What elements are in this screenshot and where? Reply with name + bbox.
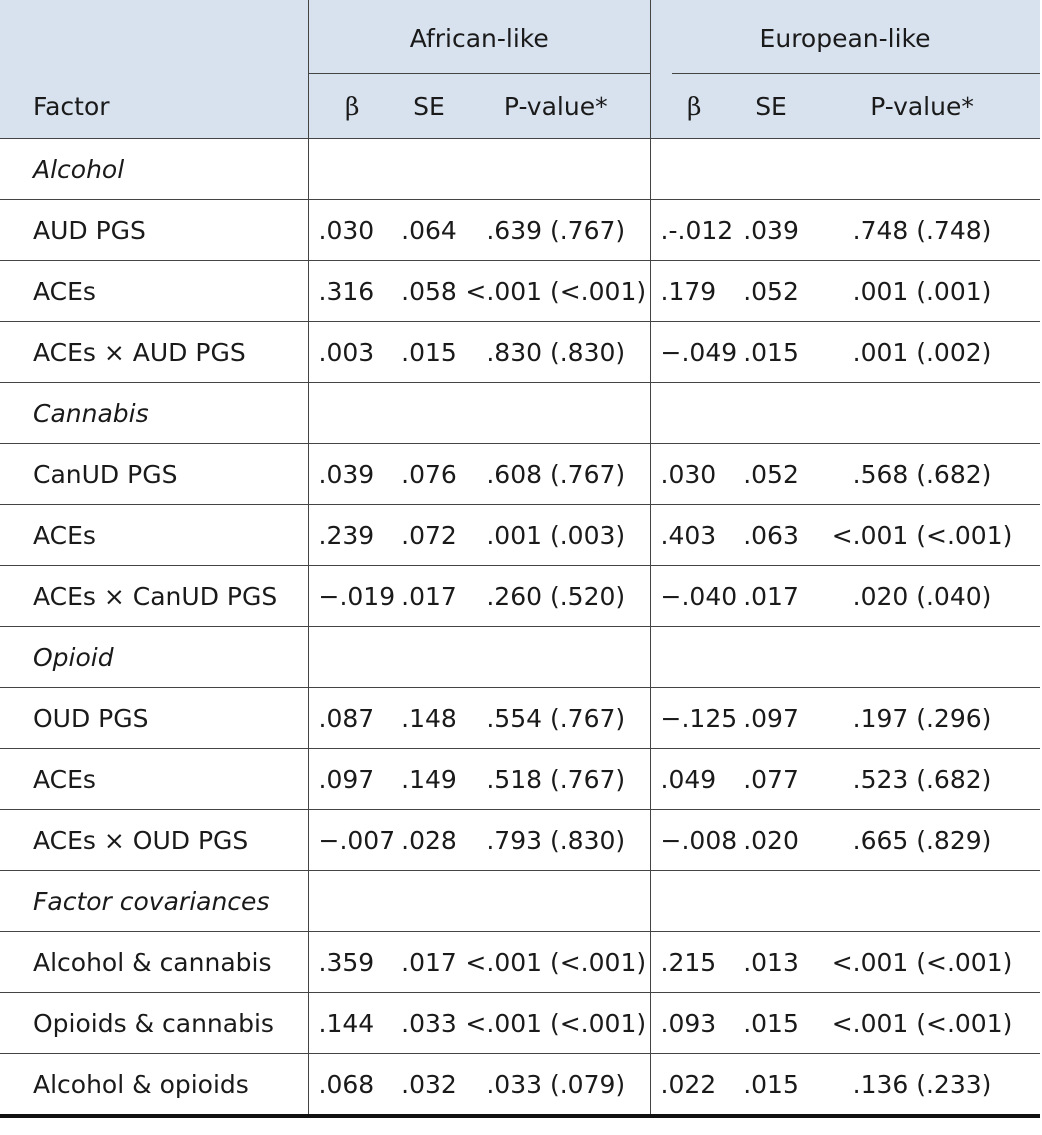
se-african-cell: .149: [396, 749, 462, 810]
p-value-african-cell: <.001 (<.001): [462, 261, 650, 322]
row-label: ACEs: [0, 749, 308, 810]
row-label: OUD PGS: [0, 688, 308, 749]
p-value-european-cell: .136 (.233): [804, 1054, 1040, 1117]
section-empty-cell: [804, 139, 1040, 200]
se-european-cell: .015: [738, 993, 804, 1054]
section-empty-cell: [462, 627, 650, 688]
beta-african-cell: .087: [308, 688, 396, 749]
group-rule-african: [309, 73, 651, 74]
section-label: Cannabis: [0, 383, 308, 444]
beta-african-cell: .003: [308, 322, 396, 383]
section-empty-cell: [804, 627, 1040, 688]
group-label-african: African-like: [409, 24, 549, 53]
section-empty-cell: [738, 871, 804, 932]
beta-european-cell: .093: [650, 993, 738, 1054]
section-empty-cell: [738, 139, 804, 200]
table-row: [0, 261, 1040, 322]
section-empty-cell: [396, 627, 462, 688]
section-empty-cell: [462, 139, 650, 200]
table-row: [0, 322, 1040, 383]
se-european-cell: .020: [738, 810, 804, 871]
beta-african-cell: .030: [308, 200, 396, 261]
beta-african-cell: .068: [308, 1054, 396, 1117]
beta-african-cell: −.019: [308, 566, 396, 627]
section-row: [0, 139, 1040, 200]
section-empty-cell: [396, 139, 462, 200]
p-value-european-cell: .020 (.040): [804, 566, 1040, 627]
row-label: CanUD PGS: [0, 444, 308, 505]
table-row: [0, 993, 1040, 1054]
row-label: Alcohol & opioids: [0, 1054, 308, 1117]
p-value-european-cell: <.001 (<.001): [804, 993, 1040, 1054]
p-value-african-cell: .639 (.767): [462, 200, 650, 261]
section-empty-cell: [462, 871, 650, 932]
section-row: [0, 871, 1040, 932]
p-value-african-cell: <.001 (<.001): [462, 993, 650, 1054]
se-european-cell: .063: [738, 505, 804, 566]
section-empty-cell: [650, 627, 738, 688]
p-value-european-cell: .748 (.748): [804, 200, 1040, 261]
beta-european-cell: .403: [650, 505, 738, 566]
p-value-european-cell: .001 (.002): [804, 322, 1040, 383]
group-label-european: European-like: [759, 24, 931, 53]
group-header-european: [650, 0, 1040, 74]
section-empty-cell: [650, 139, 738, 200]
row-label: ACEs × CanUD PGS: [0, 566, 308, 627]
table-body: [0, 139, 1040, 1117]
section-empty-cell: [308, 139, 396, 200]
p-value-african-cell: .033 (.079): [462, 1054, 650, 1117]
se-european-cell: .039: [738, 200, 804, 261]
se-european-cell: .097: [738, 688, 804, 749]
section-empty-cell: [738, 627, 804, 688]
p-value-european-cell: .001 (.001): [804, 261, 1040, 322]
section-empty-cell: [804, 871, 1040, 932]
p-value-european-cell: <.001 (<.001): [804, 505, 1040, 566]
col-header-p-african: P-value*: [462, 74, 650, 139]
table-row: [0, 749, 1040, 810]
table-row: [0, 1054, 1040, 1117]
section-label: Factor covariances: [0, 871, 308, 932]
section-label: Alcohol: [0, 139, 308, 200]
table-row: [0, 688, 1040, 749]
beta-european-cell: .030: [650, 444, 738, 505]
p-value-african-cell: .518 (.767): [462, 749, 650, 810]
p-value-african-cell: .830 (.830): [462, 322, 650, 383]
se-african-cell: .148: [396, 688, 462, 749]
row-label: Alcohol & cannabis: [0, 932, 308, 993]
table-row: [0, 932, 1040, 993]
p-value-african-cell: .001 (.003): [462, 505, 650, 566]
beta-european-cell: .049: [650, 749, 738, 810]
col-header-p-european: P-value*: [804, 74, 1040, 139]
table-header: [0, 0, 1040, 139]
beta-european-cell: .215: [650, 932, 738, 993]
beta-african-cell: −.007: [308, 810, 396, 871]
table-row: [0, 810, 1040, 871]
p-value-african-cell: <.001 (<.001): [462, 932, 650, 993]
se-european-cell: .017: [738, 566, 804, 627]
p-value-european-cell: .523 (.682): [804, 749, 1040, 810]
header-empty-cell: [0, 0, 308, 74]
se-african-cell: .058: [396, 261, 462, 322]
col-header-beta-african: β: [308, 74, 396, 139]
p-value-african-cell: .608 (.767): [462, 444, 650, 505]
row-label: ACEs × OUD PGS: [0, 810, 308, 871]
col-header-beta-european: β: [650, 74, 738, 139]
se-african-cell: .028: [396, 810, 462, 871]
section-empty-cell: [396, 383, 462, 444]
section-row: [0, 627, 1040, 688]
se-european-cell: .052: [738, 261, 804, 322]
se-european-cell: .015: [738, 322, 804, 383]
section-label: Opioid: [0, 627, 308, 688]
section-empty-cell: [738, 383, 804, 444]
section-empty-cell: [396, 871, 462, 932]
se-african-cell: .017: [396, 566, 462, 627]
beta-european-cell: −.125: [650, 688, 738, 749]
se-african-cell: .017: [396, 932, 462, 993]
se-european-cell: .052: [738, 444, 804, 505]
group-header-row: [0, 0, 1040, 74]
se-european-cell: .077: [738, 749, 804, 810]
row-label: ACEs: [0, 261, 308, 322]
se-african-cell: .076: [396, 444, 462, 505]
beta-european-cell: −.049: [650, 322, 738, 383]
col-header-se-african: SE: [396, 74, 462, 139]
section-empty-cell: [308, 871, 396, 932]
p-value-african-cell: .554 (.767): [462, 688, 650, 749]
p-value-european-cell: <.001 (<.001): [804, 932, 1040, 993]
se-african-cell: .072: [396, 505, 462, 566]
col-header-se-european: SE: [738, 74, 804, 139]
section-empty-cell: [308, 383, 396, 444]
section-row: [0, 383, 1040, 444]
beta-african-cell: .316: [308, 261, 396, 322]
beta-african-cell: .359: [308, 932, 396, 993]
se-african-cell: .033: [396, 993, 462, 1054]
table-row: [0, 505, 1040, 566]
group-header-african: [308, 0, 650, 74]
beta-european-cell: −.008: [650, 810, 738, 871]
p-value-african-cell: .260 (.520): [462, 566, 650, 627]
se-african-cell: .015: [396, 322, 462, 383]
group-rule-european: [672, 73, 1040, 74]
beta-african-cell: .039: [308, 444, 396, 505]
table-row: [0, 200, 1040, 261]
row-label: ACEs: [0, 505, 308, 566]
p-value-african-cell: .793 (.830): [462, 810, 650, 871]
se-european-cell: .015: [738, 1054, 804, 1117]
p-value-european-cell: .197 (.296): [804, 688, 1040, 749]
row-label: ACEs × AUD PGS: [0, 322, 308, 383]
row-label: Opioids & cannabis: [0, 993, 308, 1054]
p-value-european-cell: .665 (.829): [804, 810, 1040, 871]
beta-african-cell: .144: [308, 993, 396, 1054]
section-empty-cell: [308, 627, 396, 688]
section-empty-cell: [462, 383, 650, 444]
beta-european-cell: .022: [650, 1054, 738, 1117]
p-value-european-cell: .568 (.682): [804, 444, 1040, 505]
beta-european-cell: .179: [650, 261, 738, 322]
se-european-cell: .013: [738, 932, 804, 993]
row-label: AUD PGS: [0, 200, 308, 261]
beta-african-cell: .097: [308, 749, 396, 810]
section-empty-cell: [804, 383, 1040, 444]
table-row: [0, 444, 1040, 505]
section-empty-cell: [650, 383, 738, 444]
beta-european-cell: .-.012: [650, 200, 738, 261]
table-row: [0, 566, 1040, 627]
se-african-cell: .064: [396, 200, 462, 261]
beta-african-cell: .239: [308, 505, 396, 566]
section-empty-cell: [650, 871, 738, 932]
col-header-factor: Factor: [0, 74, 308, 139]
column-header-row: [0, 74, 1040, 139]
se-african-cell: .032: [396, 1054, 462, 1117]
beta-european-cell: −.040: [650, 566, 738, 627]
